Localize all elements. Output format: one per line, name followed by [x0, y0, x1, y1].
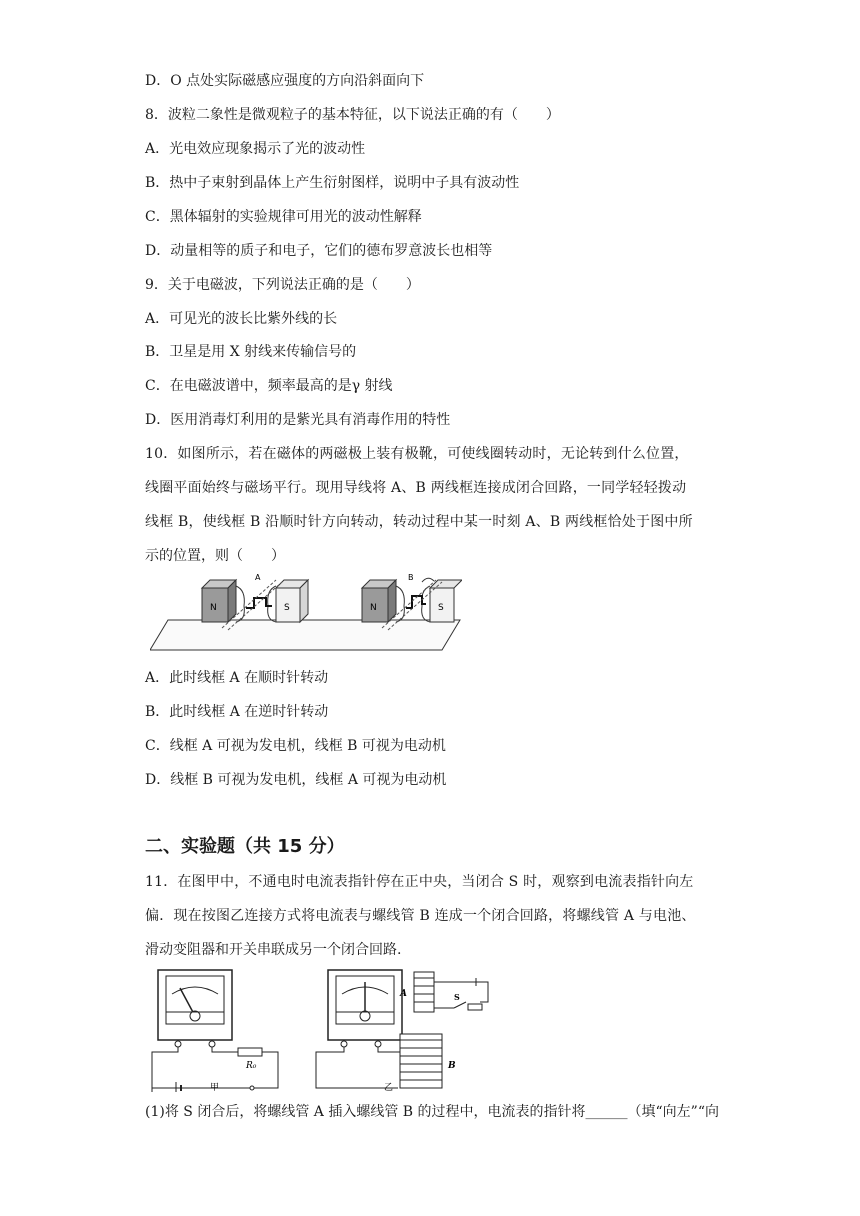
q10-stem-line1: 10．如图所示，若在磁体的两磁极上装有极靴，可使线圈转动时，无论转到什么位置， — [145, 446, 689, 462]
label-coil-a: A — [400, 989, 407, 999]
q8-option-d: D．动量相等的质子和电子，它们的德布罗意波长也相等 — [145, 243, 493, 259]
q10-stem-line2: 线圈平面始终与磁场平行。现用导线将 A、B 两线框连接成闭合回路，一同学轻轻拨动 — [145, 480, 687, 496]
label-s: S — [454, 992, 460, 1002]
q10-option-d: D．线框 B 可视为发电机，线框 A 可视为电动机 — [145, 772, 447, 788]
q7-option-d: D．O 点处实际磁感应强度的方向沿斜面向下 — [145, 73, 425, 89]
q10-option-b: B．此时线框 A 在逆时针转动 — [145, 704, 329, 720]
q10-stem-line3: 线框 B，使线框 B 沿顺时针方向转动，转动过程中某一时刻 A、B 两线框恰处于图中所 — [145, 514, 693, 530]
q10-stem-line4: 示的位置，则（ ） — [145, 548, 285, 564]
q8-stem: 8．波粒二象性是微观粒子的基本特征，以下说法正确的有（ ） — [145, 107, 560, 123]
q8-option-b: B．热中子束射到晶体上产生衍射图样，说明中子具有波动性 — [145, 175, 520, 191]
pole-n-a: N — [210, 603, 217, 613]
q10-option-c: C．线框 A 可视为发电机，线框 B 可视为电动机 — [145, 738, 446, 754]
q11-stem-line1: 11．在图甲中，不通电时电流表指针停在正中央，当闭合 S 时，观察到电流表指针向左 — [145, 874, 694, 890]
coil-b — [400, 1034, 456, 1088]
ammeter-jia — [152, 970, 278, 1092]
section-heading: 二、实验题（共 15 分） — [145, 836, 345, 857]
pole-s-b: S — [438, 603, 444, 613]
q11-part1: (1)将 S 闭合后，将螺线管 A 插入螺线管 B 的过程中，电流表的指针将______（填“向左”“向 — [145, 1104, 719, 1120]
q9-option-b: B．卫星是用 X 射线来传输信号的 — [145, 344, 357, 360]
label-jia: 甲 — [210, 1083, 220, 1092]
pole-s-a: S — [284, 603, 290, 613]
q11-stem-line2: 偏．现在按图乙连接方式将电流表与螺线管 B 连成一个闭合回路，将螺线管 A 与电池、 — [145, 908, 696, 924]
q11-figure — [148, 968, 508, 1092]
q9-option-d: D．医用消毒灯利用的是紫光具有消毒作用的特性 — [145, 412, 451, 428]
q10-figure — [150, 572, 462, 654]
label-coil-b: B — [448, 1061, 456, 1071]
q8-option-c: C．黑体辐射的实验规律可用光的波动性解释 — [145, 209, 422, 225]
pole-n-b: N — [370, 603, 377, 613]
q8-option-a: A．光电效应现象揭示了光的波动性 — [145, 141, 366, 157]
ammeter-yi — [316, 970, 402, 1088]
label-yi: 乙 — [384, 1083, 394, 1092]
label-b: B — [408, 573, 414, 582]
coil-a — [399, 972, 488, 1012]
q9-option-a: A．可见光的波长比紫外线的长 — [145, 311, 338, 327]
q9-option-c: C．在电磁波谱中，频率最高的是γ 射线 — [145, 378, 393, 394]
label-a: A — [255, 573, 261, 582]
q10-option-a: A．此时线框 A 在顺时针转动 — [145, 670, 329, 686]
label-r0: R₀ — [246, 1061, 257, 1071]
q11-stem-line3: 滑动变阻器和开关串联成另一个闭合回路. — [145, 942, 402, 958]
q9-stem: 9．关于电磁波，下列说法正确的是（ ） — [145, 277, 420, 293]
